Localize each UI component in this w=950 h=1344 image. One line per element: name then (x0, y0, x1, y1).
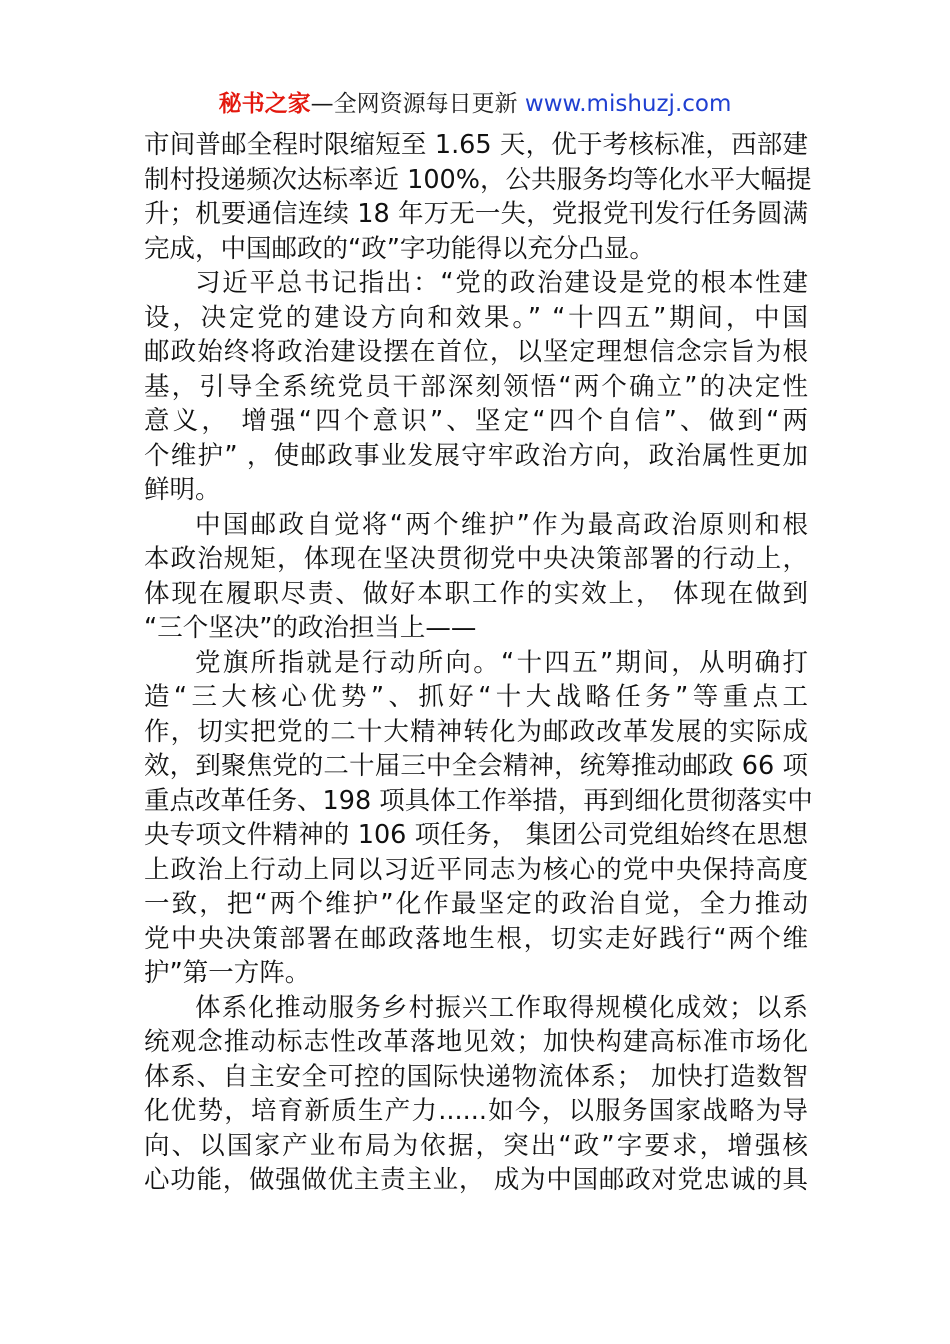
text-line: 市间普邮全程时限缩短至 1.65 天，优于考核标准，西部建 (144, 130, 808, 160)
site-header (0, 86, 950, 122)
paragraph (144, 266, 808, 508)
text-line: 上政治上行动上同以习近平同志为核心的党中央保持高度 (144, 854, 808, 885)
text-line: 党中央决策部署在邮政落地生根，切实走好践行“两个维 (144, 923, 808, 954)
text-line: 制村投递频次达标率近 100%，公共服务均等化水平大幅提 (144, 164, 812, 195)
text-line: 体系、自主安全可控的国际快递物流体系； 加快打造数智 (144, 1061, 808, 1092)
brand-name: 秘书之家 (218, 91, 311, 117)
text-line: 意义， 增强“四个意识”、坚定“四个自信”、做到“两 (144, 406, 808, 436)
text-line: 设，决定党的建设方向和效果。” “十四五”期间，中国 (144, 302, 808, 333)
text-line: 央专项文件精神的 106 项任务， 集团公司党组始终在思想 (144, 820, 808, 850)
text-line: 完成，中国邮政的“政”字功能得以充分凸显。 (144, 233, 655, 264)
text-line: 中国邮政自觉将“两个维护”作为最高政治原则和根 (195, 509, 808, 540)
article-body (144, 128, 813, 1198)
paragraph (144, 508, 808, 646)
text-line: 一致，把“两个维护”化作最坚定的政治自觉，全力推动 (144, 889, 808, 919)
text-line: 本政治规矩，体现在坚决贯彻党中央决策部署的行动上， (144, 544, 808, 574)
text-line: 个维护” ，使邮政事业发展守牢政治方向，政治属性更加 (144, 440, 808, 471)
text-line: 护”第一方阵。 (144, 958, 311, 988)
text-line: 升；机要通信连续 18 年万无一失，党报党刊发行任务圆满 (144, 199, 808, 229)
text-line: 基，引导全系统党员干部深刻领悟“两个确立”的决定性 (144, 371, 808, 402)
text-line: 造“三大核心优势”、抓好“十大战略任务”等重点工 (144, 682, 808, 712)
text-line: 邮政始终将政治建设摆在首位，以坚定理想信念宗旨为根 (144, 337, 808, 367)
paragraph (144, 128, 812, 266)
site-url-link[interactable]: www.mishuzj.com (524, 91, 732, 117)
paragraph (144, 646, 813, 991)
header-tagline: —全网资源每日更新 (310, 91, 525, 117)
text-line: 鲜明。 (144, 475, 221, 505)
text-line: 化优势，培育新质生产力......如今，以服务国家战略为导 (144, 1096, 808, 1126)
text-line: 体系化推动服务乡村振兴工作取得规模化成效；以系 (195, 992, 808, 1023)
text-line: 作，切实把党的二十大精神转化为邮政改革发展的实际成 (144, 716, 808, 747)
text-line: 习近平总书记指出：“党的政治建设是党的根本性建 (195, 268, 808, 298)
text-line: 党旗所指就是行动所向。“十四五”期间，从明确打 (195, 647, 808, 678)
text-line: 统观念推动标志性改革落地见效；加快构建高标准市场化 (144, 1027, 808, 1057)
text-line: 效，到聚焦党的二十届三中全会精神，统筹推动邮政 66 项 (144, 751, 808, 781)
text-line: 体现在履职尽责、做好本职工作的实效上， 体现在做到 (144, 578, 808, 609)
text-line: 重点改革任务、198 项具体工作举措，再到细化贯彻落实中 (144, 785, 813, 816)
text-line: 向、以国家产业布局为依据，突出“政”字要求，增强核 (144, 1130, 808, 1161)
paragraph (144, 991, 808, 1198)
text-line: “三个坚决”的政治担当上—— (144, 613, 477, 643)
text-line: 心功能，做强做优主责主业， 成为中国邮政对党忠诚的具 (144, 1165, 808, 1195)
